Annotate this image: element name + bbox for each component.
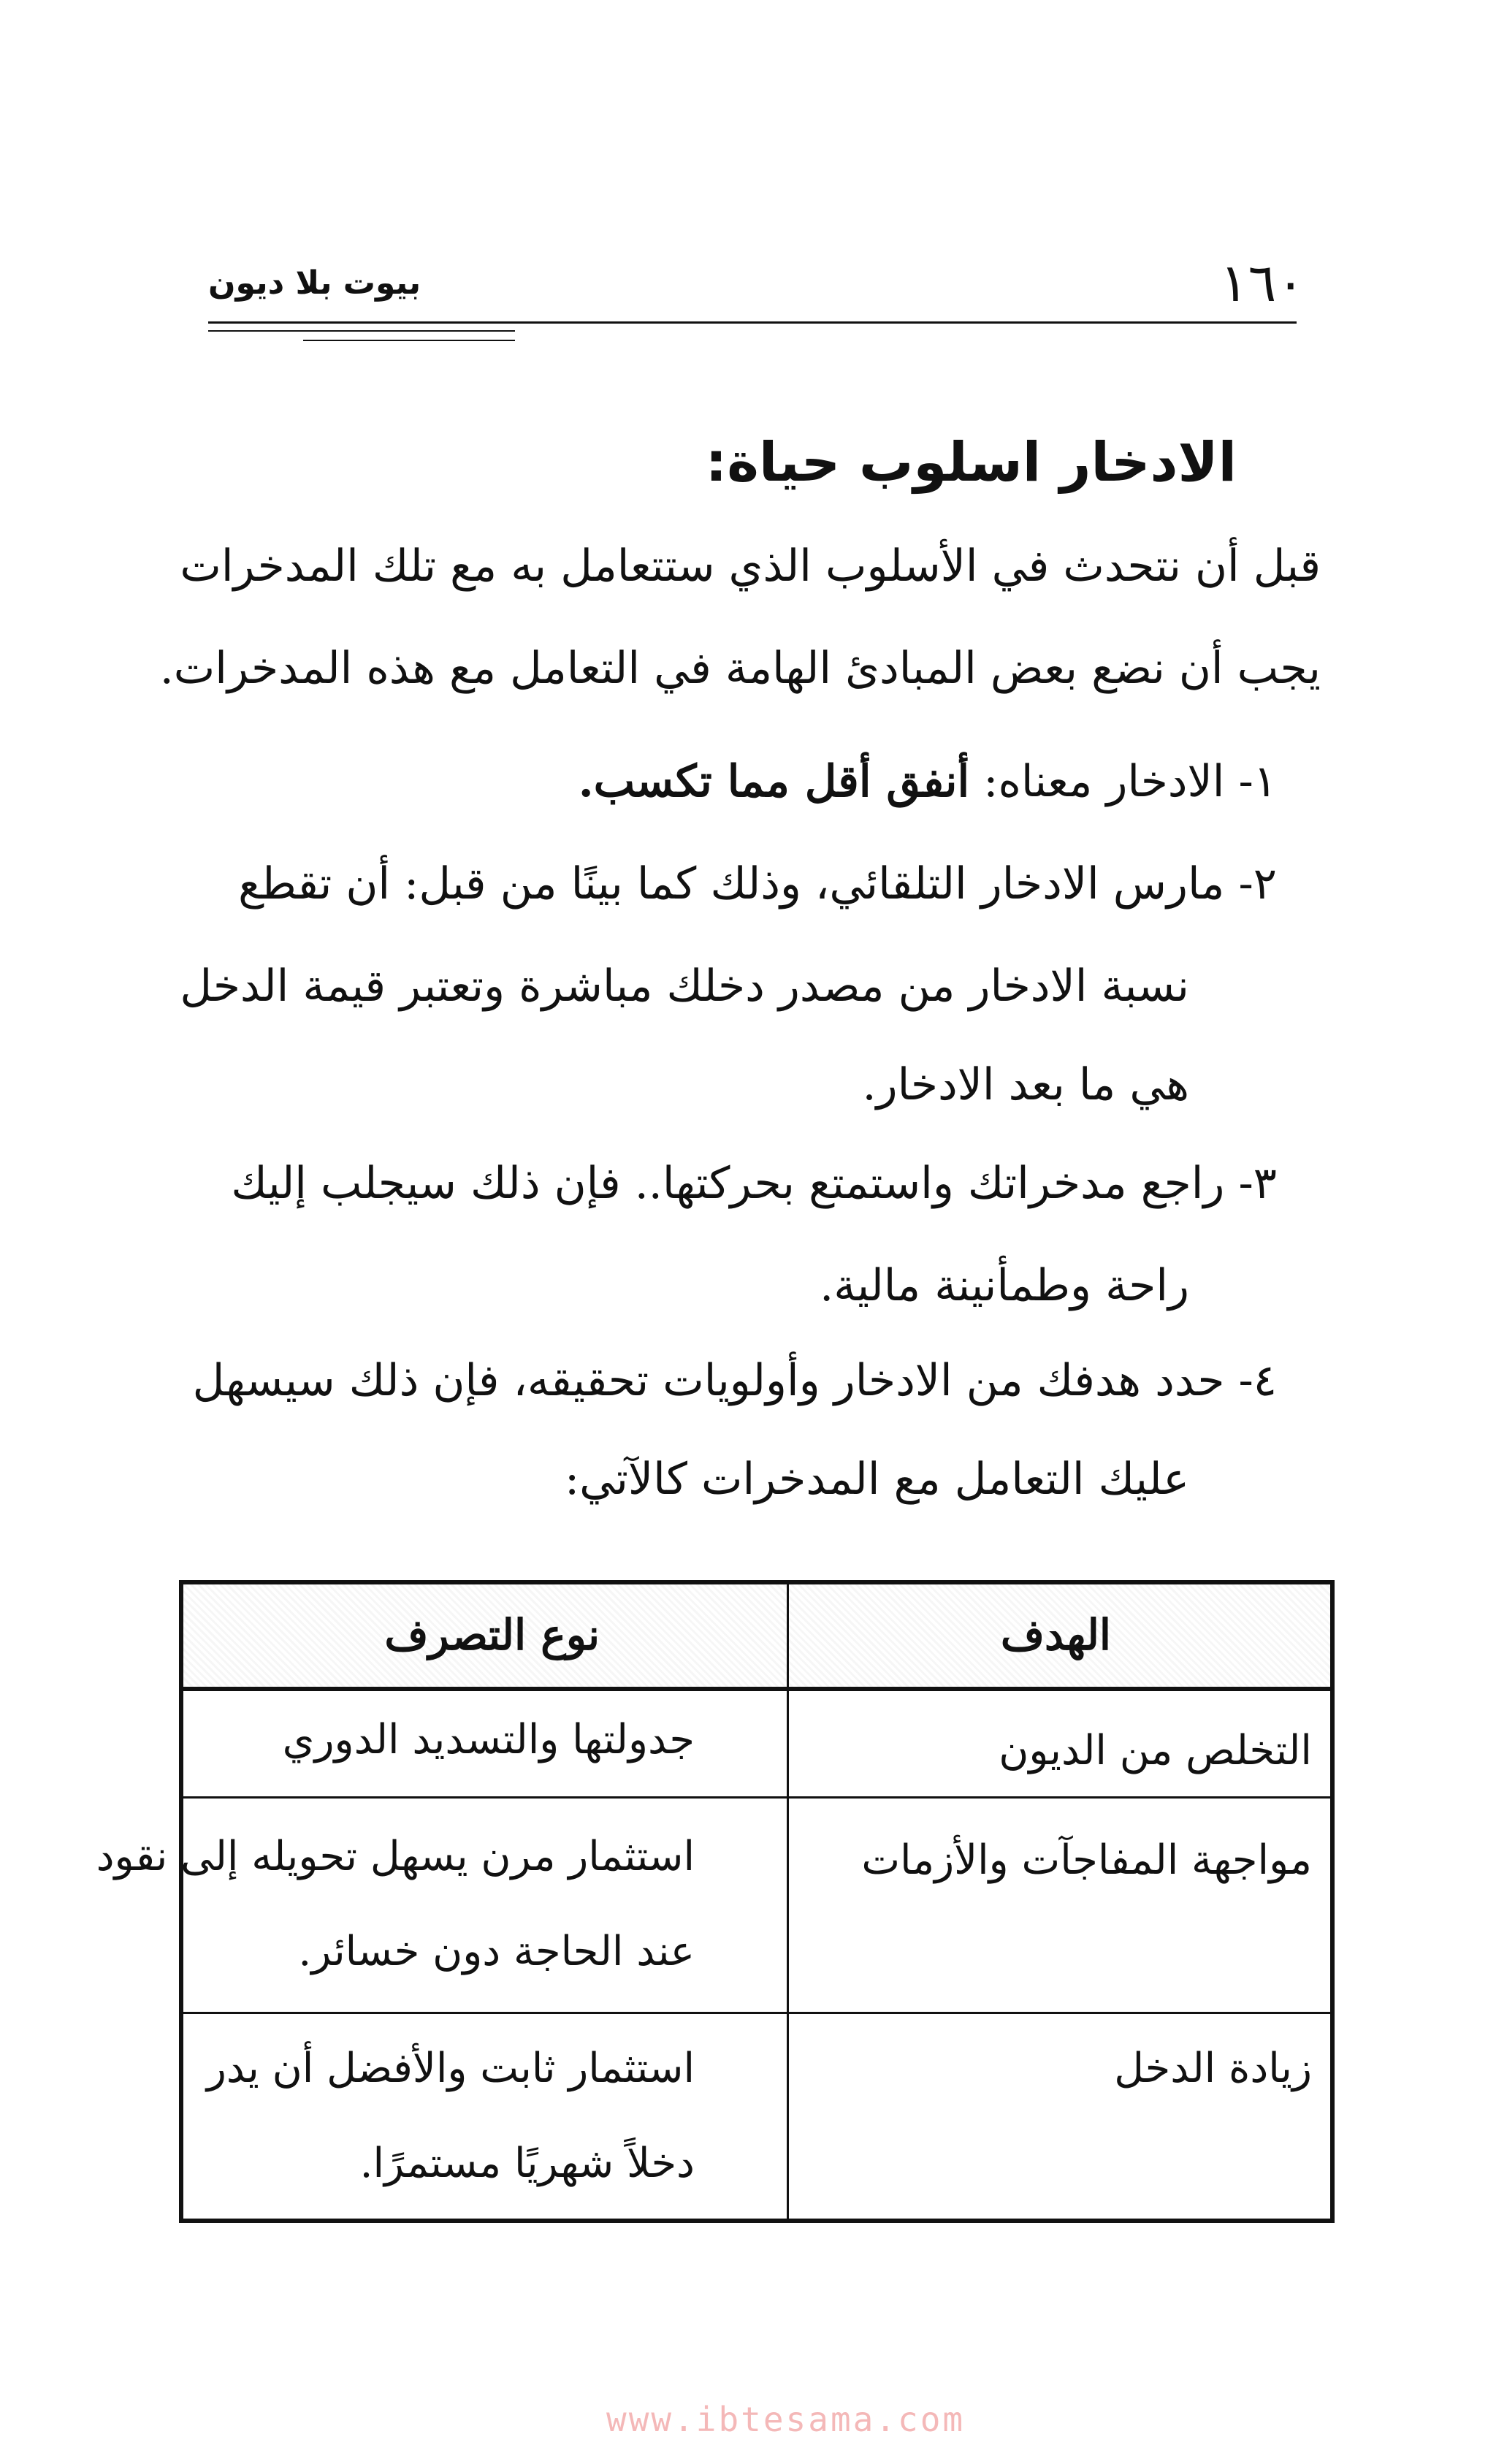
list-item-3: ٣- راجع مدخراتك واستمتع بحركتها.. فإن ذلك سيجلب إليك — [231, 1158, 1277, 1209]
section-heading: الادخار اسلوب حياة: — [705, 431, 1237, 494]
table-header-background — [183, 1584, 1330, 1687]
list-item-3-continuation: راحة وطمأنينة مالية. — [820, 1260, 1189, 1311]
table-cell-goal: التخلص من الديون — [999, 1727, 1312, 1774]
running-header-title: بيوت بلا ديون — [208, 264, 421, 302]
list-item-4-continuation: عليك التعامل مع المدخرات كالآتي: — [564, 1454, 1189, 1505]
table-cell-action: استثمار ثابت والأفضل أن يدر — [206, 2045, 695, 2092]
table-header-divider — [183, 1687, 1330, 1691]
table-cell-action: عند الحاجة دون خسائر. — [298, 1928, 695, 1975]
header-rule-accent — [303, 340, 515, 341]
list-item-2: ٢- مارس الادخار التلقائي، وذلك كما بينًا من قبل: أن تقطع — [238, 858, 1277, 909]
table-row-divider — [183, 1796, 1330, 1799]
table-cell-action: جدولتها والتسديد الدوري — [282, 1716, 695, 1763]
list-item-2-continuation: نسبة الادخار من مصدر دخلك مباشرة وتعتبر قيمة الدخل — [180, 961, 1189, 1012]
list-item-emphasis: أنفق أقل مما تكسب. — [578, 756, 970, 807]
table-cell-goal: زيادة الدخل — [1114, 2045, 1312, 2092]
table-header-goal: الهدف — [1000, 1610, 1111, 1660]
table-row-divider — [183, 2012, 1330, 2014]
paragraph-line: قبل أن نتحدث في الأسلوب الذي ستتعامل به مع تلك المدخرات — [180, 541, 1321, 592]
paragraph-line: يجب أن نضع بعض المبادئ الهامة في التعامل مع هذه المدخرات. — [159, 643, 1321, 694]
table-header-action: نوع التصرف — [384, 1610, 600, 1660]
table-cell-action: استثمار مرن يسهل تحويله إلى نقود — [96, 1833, 695, 1880]
table-cell-goal: مواجهة المفاجآت والأزمات — [861, 1836, 1312, 1884]
page-number: ١٦٠ — [1220, 252, 1305, 313]
table-cell-action: دخلاً شهريًا مستمرًا. — [359, 2140, 695, 2187]
table-column-divider — [787, 1584, 789, 2219]
list-item-1 — [579, 756, 1277, 807]
list-item-2-continuation: هي ما بعد الادخار. — [862, 1059, 1189, 1110]
header-rule — [208, 321, 1297, 324]
list-item-text: ١- الادخار معناه: — [969, 756, 1277, 807]
watermark-url: www.ibtesama.com — [606, 2400, 966, 2439]
header-rule-accent — [208, 330, 515, 332]
goals-table — [96, 1580, 1335, 2223]
list-item-4: ٤- حدد هدفك من الادخار وأولويات تحقيقه، فإن ذلك سيسهل — [192, 1355, 1277, 1406]
